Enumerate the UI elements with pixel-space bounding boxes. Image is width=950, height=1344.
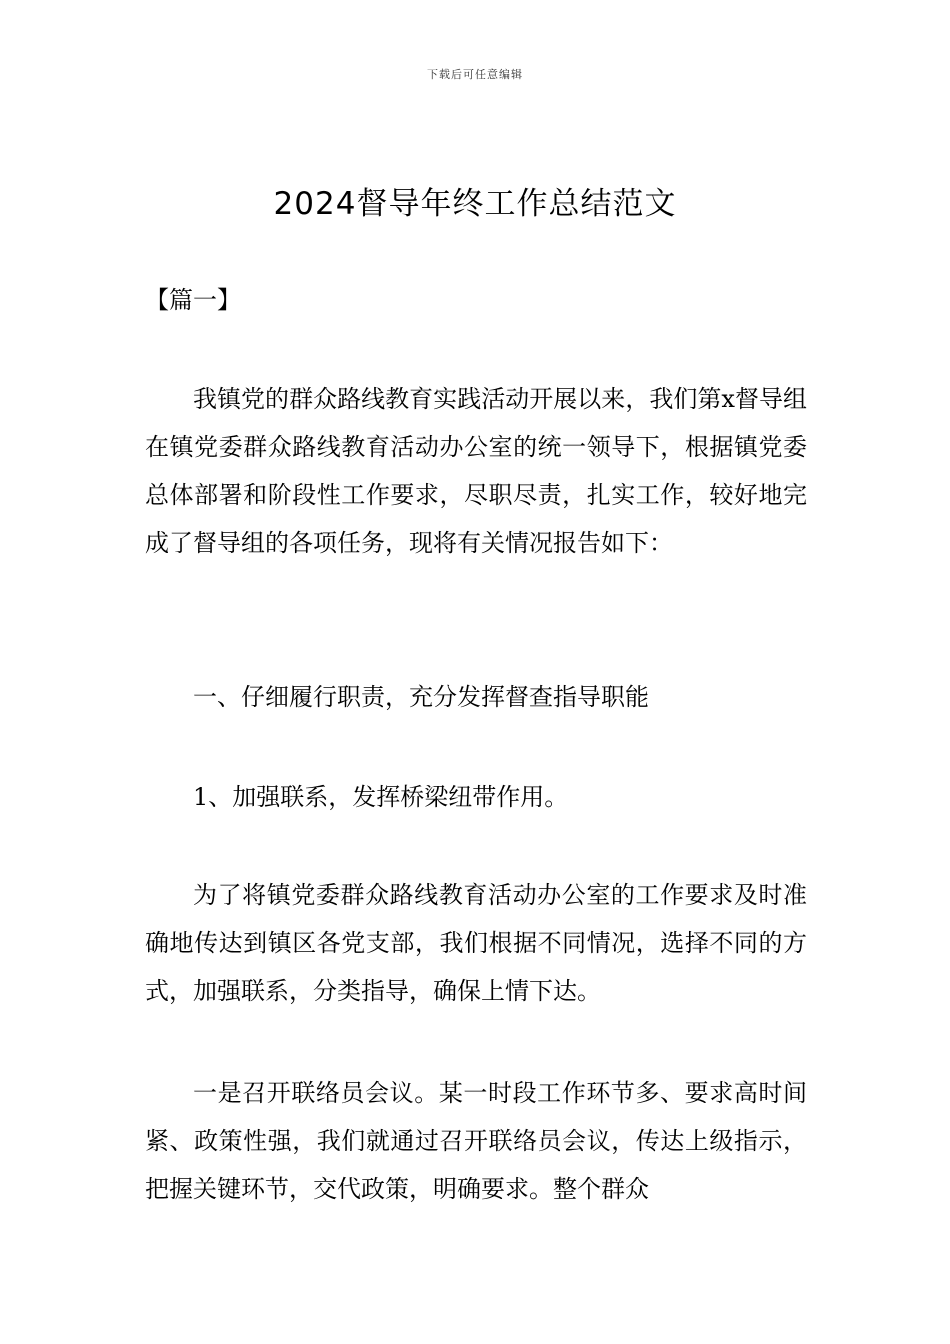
page-header-note: 下载后可任意编辑 xyxy=(427,68,523,81)
heading-duty: 一、仔细履行职责，充分发挥督查指导职能 xyxy=(193,683,649,711)
subheading-liaison: 1、加强联系，发挥桥梁纽带作用。 xyxy=(193,783,569,811)
paragraph-liaison: 为了将镇党委群众路线教育活动办公室的工作要求及时准确地传达到镇区各党支部，我们根据不同情况，选择不同的方式，加强联系，分类指导，确保上情下达。 xyxy=(145,881,807,1005)
section-label: 【篇一】 xyxy=(145,286,241,314)
document-title: 2024督导年终工作总结范文 xyxy=(273,186,677,222)
paragraph-intro: 我镇党的群众路线教育实践活动开展以来，我们第x督导组在镇党委群众路线教育活动办公室的统一领导下，根据镇党委总体部署和阶段性工作要求，尽职尽责，扎实工作，较好地完成了督导组的各项任务，现将有关情况报告如下： xyxy=(145,385,807,557)
paragraph-meeting: 一是召开联络员会议。某一时段工作环节多、要求高时间紧、政策性强，我们就通过召开联络员会议，传达上级指示，把握关键环节，交代政策，明确要求。整个群众 xyxy=(145,1079,807,1203)
